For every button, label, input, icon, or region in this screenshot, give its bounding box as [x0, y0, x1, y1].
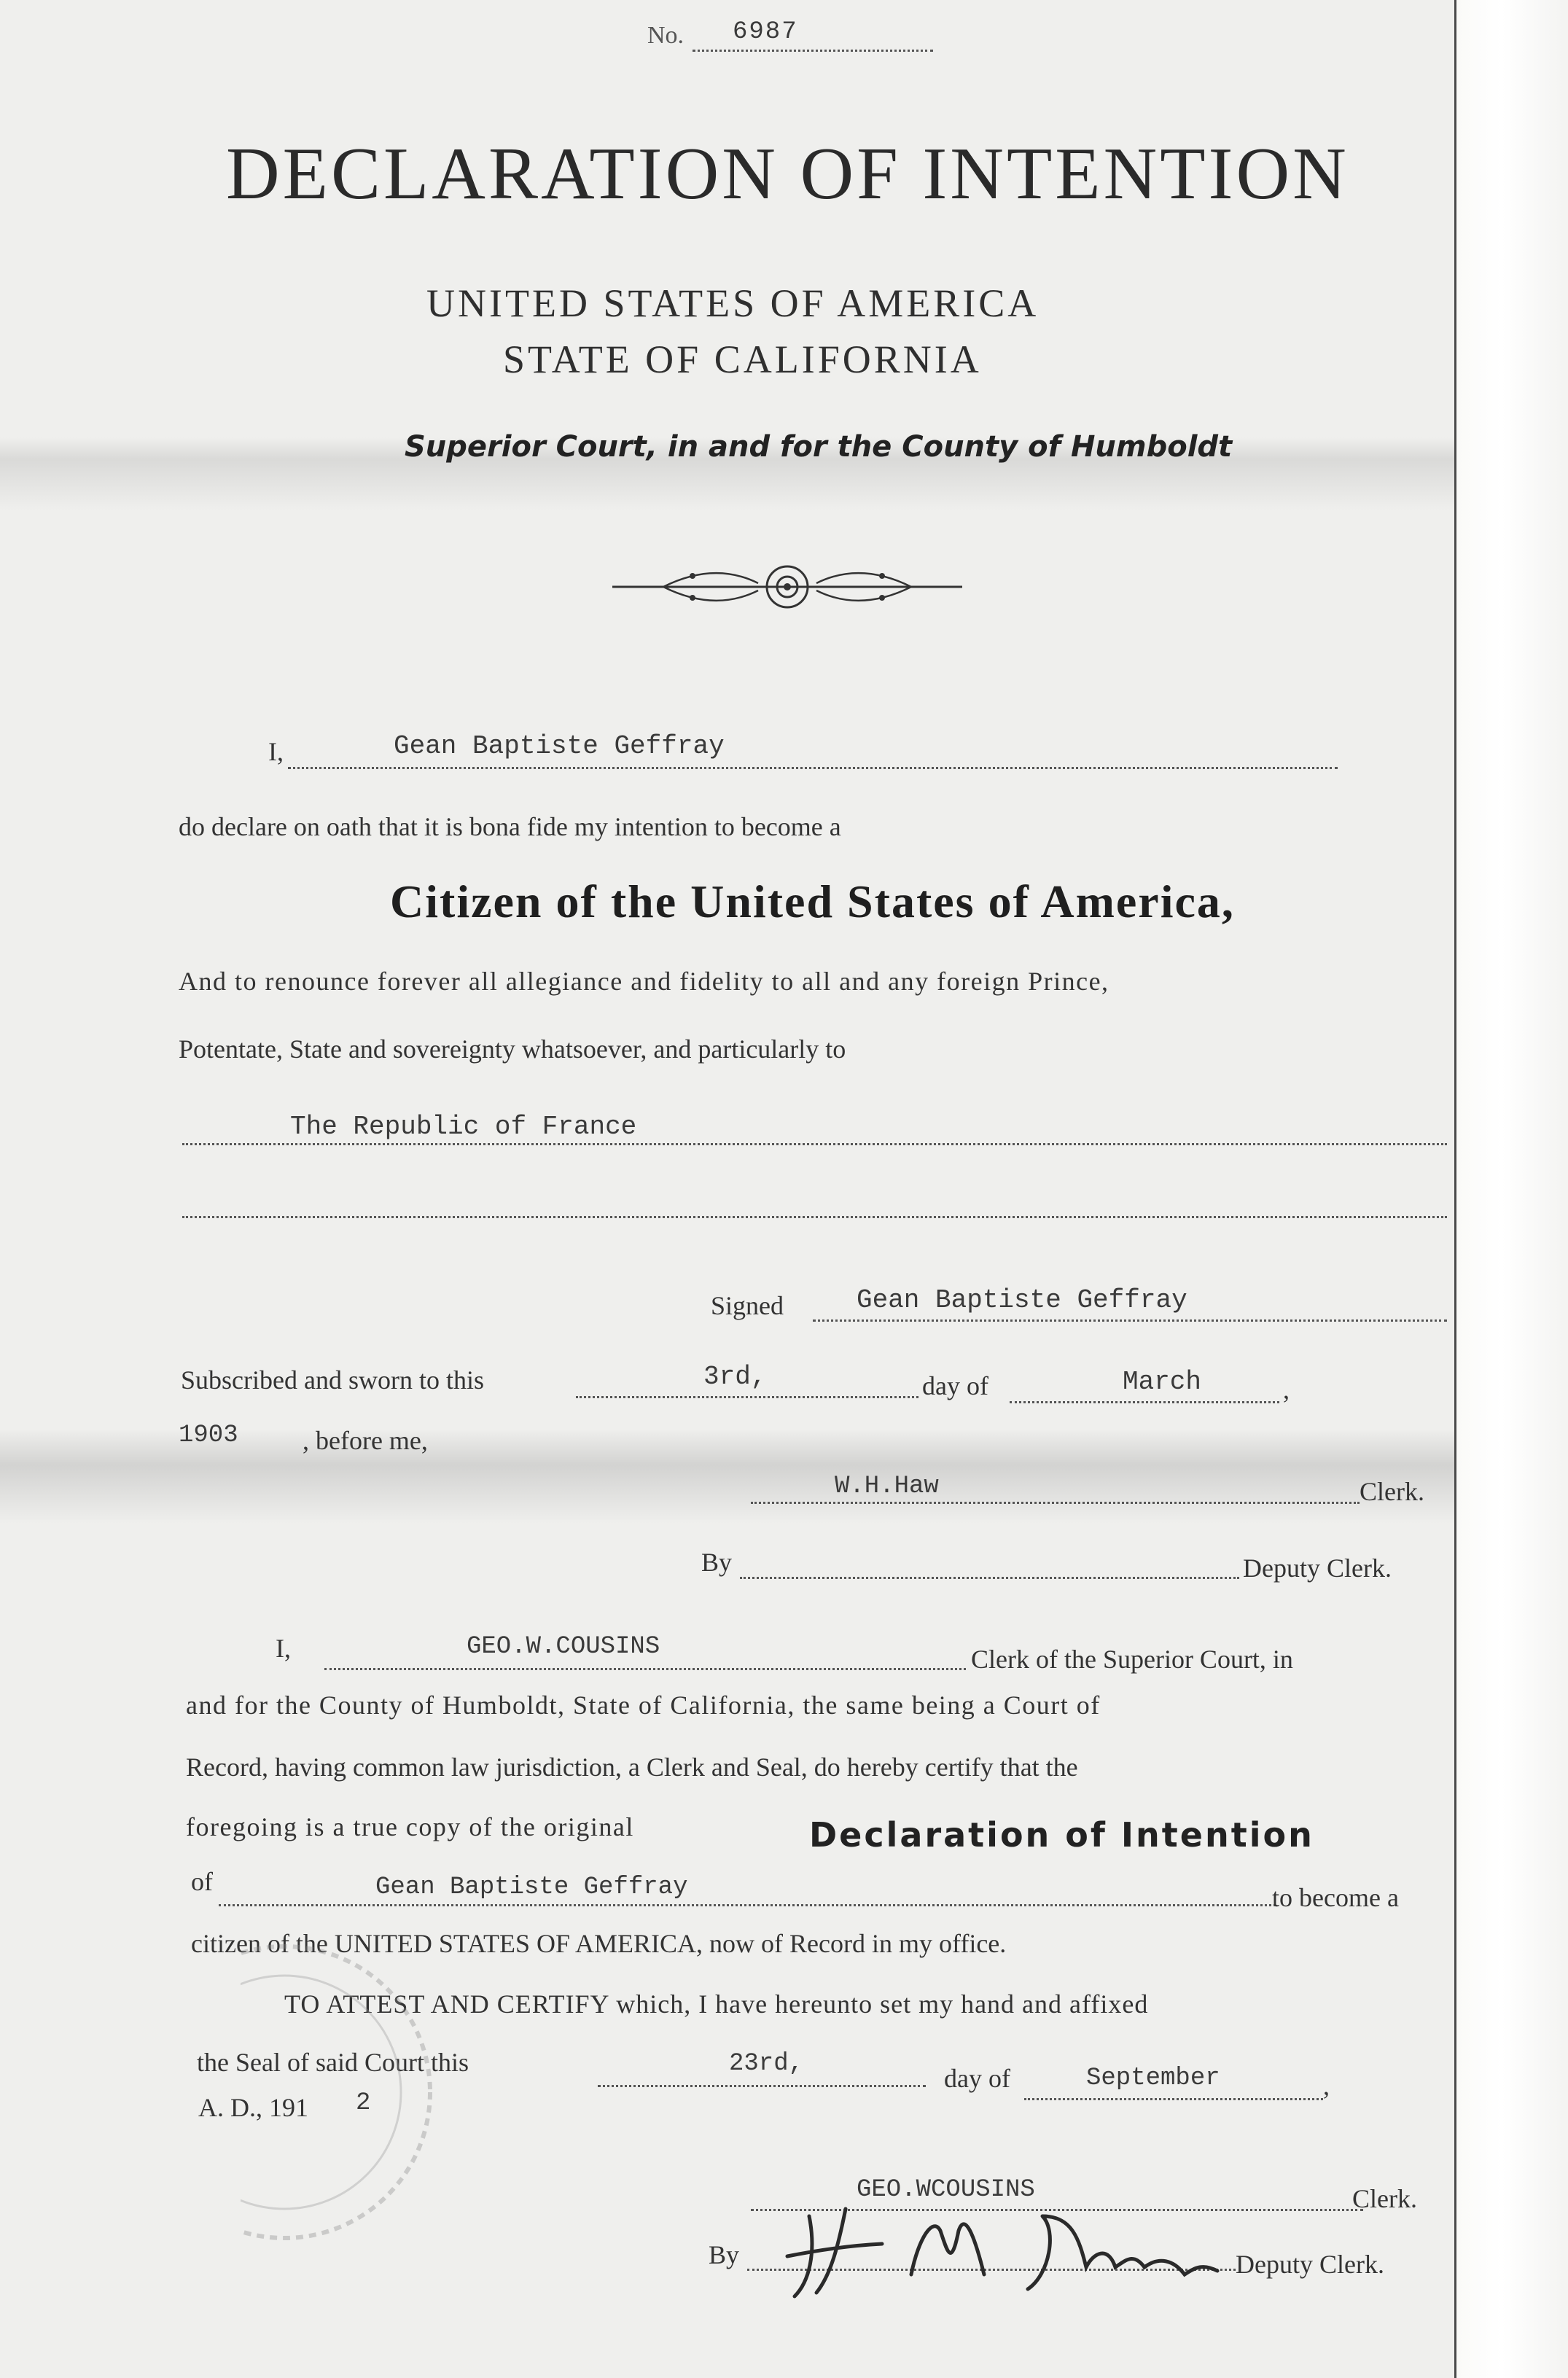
cert-clerk-of: Clerk of the Superior Court, in	[971, 1645, 1293, 1674]
attest-month-comma: ,	[1323, 2071, 1330, 2100]
renounce-line-2: Potentate, State and sovereignty whatsoever, and particularly to	[179, 1034, 846, 1064]
cert-of-dotted-line	[219, 1904, 1276, 1906]
court-seal-impression	[241, 1932, 459, 2253]
final-by-label: By	[709, 2240, 740, 2269]
cert-become: to become a	[1272, 1883, 1399, 1912]
clerk-label: Clerk.	[1360, 1477, 1424, 1506]
clerk-name: W.H.Haw	[835, 1473, 939, 1500]
attest-month: September	[1086, 2065, 1220, 2092]
sworn-day-of-label: day of	[922, 1371, 988, 1400]
deputy-clerk-label: Deputy Clerk.	[1243, 1554, 1392, 1583]
cert-prefix: I,	[276, 1634, 291, 1663]
sworn-day-dotted-line	[576, 1396, 918, 1398]
number-dotted-line	[693, 50, 933, 52]
clerk-dotted-line	[751, 1502, 1360, 1504]
attest-line-1: TO ATTEST AND CERTIFY which, I have hereunto set my hand and affixed	[284, 1989, 1149, 2019]
attest-day: 23rd,	[729, 2050, 804, 2078]
citizen-heading: Citizen of the United States of America,	[390, 876, 1235, 927]
cert-line-2: and for the County of Humboldt, State of California, the same being a Court of	[186, 1691, 1101, 1720]
number-label: No.	[647, 22, 684, 49]
cert-clerk-dotted-line	[324, 1668, 966, 1670]
cert-of-label: of	[191, 1867, 213, 1896]
court-heading: Superior Court, in and for the County of Humboldt	[405, 430, 1233, 464]
deputy-signature	[765, 2187, 1232, 2311]
foreign-power-line-1	[182, 1143, 1447, 1145]
sworn-prefix: Subscribed and sworn to this	[181, 1365, 484, 1395]
by-label: By	[701, 1548, 733, 1577]
declare-line: do declare on oath that it is bona fide my intention to become a	[179, 812, 841, 841]
before-me: , before me,	[303, 1426, 428, 1455]
deputy-dotted-line	[740, 1577, 1239, 1579]
cert-of-name: Gean Baptiste Geffray	[375, 1874, 688, 1901]
sworn-day: 3rd,	[703, 1362, 767, 1392]
attest-ad: A. D., 191	[198, 2093, 308, 2122]
signed-dotted-line	[813, 1319, 1447, 1322]
attest-line-2: the Seal of said Court this	[197, 2048, 469, 2077]
foreign-power-line-2	[182, 1216, 1447, 1218]
attest-day-of-label: day of	[944, 2064, 1010, 2093]
declarant-name: Gean Baptiste Geffray	[394, 731, 725, 761]
cert-line-6: citizen of the UNITED STATES OF AMERICA, now of Record in my office.	[191, 1929, 1007, 1958]
country-heading: UNITED STATES OF AMERICA	[426, 281, 1040, 325]
signed-name: Gean Baptiste Geffray	[857, 1285, 1187, 1315]
cert-line-3: Record, having common law jurisdiction, a Clerk and Seal, do hereby certify that the	[186, 1753, 1078, 1782]
final-clerk-name: GEO.WCOUSINS	[857, 2176, 1035, 2204]
sworn-year: 1903	[179, 1422, 238, 1449]
final-clerk-label: Clerk.	[1352, 2184, 1417, 2213]
declarant-dotted-line	[288, 767, 1338, 769]
state-heading: STATE OF CALIFORNIA	[503, 338, 982, 381]
attest-year-digit: 2	[356, 2089, 371, 2117]
declarant-prefix: I,	[268, 737, 284, 766]
cert-line-4: foregoing is a true copy of the original	[186, 1812, 634, 1841]
foreign-power: The Republic of France	[290, 1112, 637, 1142]
renounce-line-1: And to renounce forever all allegiance and fidelity to all and any foreign Prince,	[179, 967, 1109, 996]
cert-declaration-bold: Declaration of Intention	[809, 1815, 1314, 1855]
number-value: 6987	[733, 18, 798, 46]
final-deputy-clerk-label: Deputy Clerk.	[1236, 2250, 1384, 2279]
signed-label: Signed	[711, 1291, 784, 1320]
sworn-month-dotted-line	[1010, 1401, 1279, 1403]
cert-clerk-name: GEO.W.COUSINS	[467, 1633, 660, 1661]
attest-day-dotted-line	[598, 2085, 926, 2087]
attest-month-dotted-line	[1024, 2098, 1323, 2100]
sworn-month-comma: ,	[1283, 1375, 1290, 1404]
ornament-divider	[605, 554, 970, 620]
page-edge	[1454, 0, 1568, 2378]
sworn-month: March	[1123, 1367, 1202, 1397]
document-title: DECLARATION OF INTENTION	[226, 133, 1349, 215]
